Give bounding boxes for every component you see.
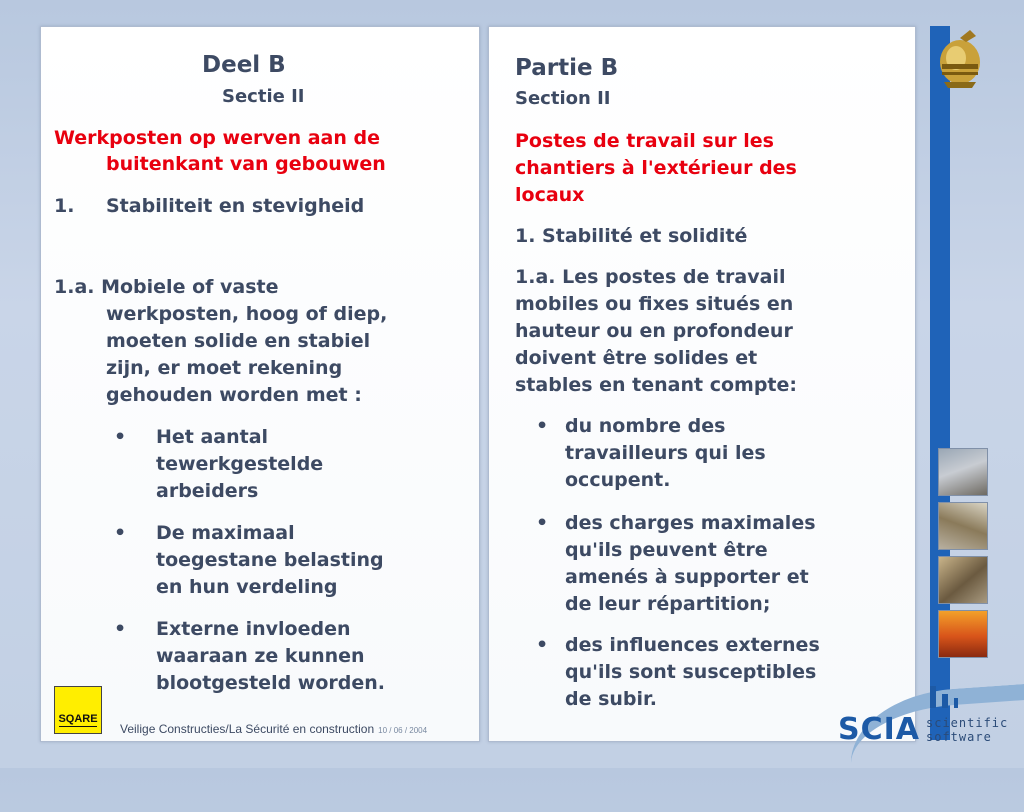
bullet-dot: • xyxy=(114,618,127,640)
bullet-dot: • xyxy=(536,512,549,534)
sqare-logo-text: SQARE xyxy=(58,713,98,725)
construction-photo-thumbnail xyxy=(938,610,988,658)
left-bullet3-line: waaraan ze kunnen xyxy=(156,645,365,667)
right-subtitle: Section II xyxy=(515,88,611,109)
right-red-heading-line: locaux xyxy=(515,184,585,206)
left-bullet1-line: arbeiders xyxy=(156,480,259,502)
right-para-line: 1.a. Les postes de travail xyxy=(515,266,786,288)
left-bullet1-line: tewerkgestelde xyxy=(156,453,324,475)
footer-date: 10 / 06 / 2004 xyxy=(378,726,428,735)
left-bullet3-line: Externe invloeden xyxy=(156,618,351,640)
scia-logo-bars xyxy=(930,686,964,712)
left-bullet1-line: Het aantal xyxy=(156,426,269,448)
right-title: Partie B xyxy=(515,55,619,81)
left-item1-text: Stabiliteit en stevigheid xyxy=(106,195,365,217)
scia-logo-subtitle: scientific software xyxy=(926,716,1009,744)
right-bullet1-line: travailleurs qui les xyxy=(565,442,766,464)
right-item1: 1. Stabilité et solidité xyxy=(515,225,748,247)
right-para-line: stables en tenant compte: xyxy=(515,374,797,396)
right-bullet3-line: de subir. xyxy=(565,688,657,710)
right-para-line: hauteur ou en profondeur xyxy=(515,320,793,342)
construction-photo-thumbnail xyxy=(938,448,988,496)
left-bullet3-line: blootgesteld worden. xyxy=(156,672,386,694)
right-bullet3-line: qu'ils sont susceptibles xyxy=(565,661,817,683)
bullet-dot: • xyxy=(114,426,127,448)
left-para-line: werkposten, hoog of diep, xyxy=(106,303,388,325)
bullet-dot: • xyxy=(114,522,127,544)
footer xyxy=(120,722,427,736)
right-bullet2-line: qu'ils peuvent être xyxy=(565,539,768,561)
left-red-heading-line1: Werkposten op werven aan de xyxy=(54,127,381,149)
left-bullet2-line: toegestane belasting xyxy=(156,549,384,571)
left-bullet2-line: De maximaal xyxy=(156,522,295,544)
right-para-line: mobiles ou fixes situés en xyxy=(515,293,794,315)
sqare-logo xyxy=(54,686,102,734)
right-bullet1-line: du nombre des xyxy=(565,415,726,437)
construction-photo-thumbnail xyxy=(938,556,988,604)
bullet-dot: • xyxy=(536,415,549,437)
left-red-heading-line2: buitenkant van gebouwen xyxy=(106,153,386,175)
left-para-line: moeten solide en stabiel xyxy=(106,330,371,352)
footer-text: Veilige Constructies/La Sécurité en construction xyxy=(120,722,375,736)
right-para-line: doivent être solides et xyxy=(515,347,758,369)
bullet-dot: • xyxy=(536,634,549,656)
left-para-line: zijn, er moet rekening xyxy=(106,357,343,379)
left-para-line: 1.a. Mobiele of vaste xyxy=(54,276,279,298)
knight-helmet-icon xyxy=(930,28,992,90)
right-red-heading-line: chantiers à l'extérieur des xyxy=(515,157,797,179)
right-bullet2-line: de leur répartition; xyxy=(565,593,771,615)
right-bullet1-line: occupent. xyxy=(565,469,671,491)
right-red-heading-line: Postes de travail sur les xyxy=(515,130,774,152)
right-bullet3-line: des influences externes xyxy=(565,634,820,656)
left-bullet2-line: en hun verdeling xyxy=(156,576,338,598)
left-subtitle: Sectie II xyxy=(222,86,305,107)
right-bullet2-line: amenés à supporter et xyxy=(565,566,809,588)
scia-logo: SCIA xyxy=(838,712,921,747)
left-para-line: gehouden worden met : xyxy=(106,384,362,406)
right-bullet2-line: des charges maximales xyxy=(565,512,816,534)
left-item1-number: 1. xyxy=(54,195,75,217)
left-title: Deel B xyxy=(202,52,286,78)
construction-photo-thumbnail xyxy=(938,502,988,550)
